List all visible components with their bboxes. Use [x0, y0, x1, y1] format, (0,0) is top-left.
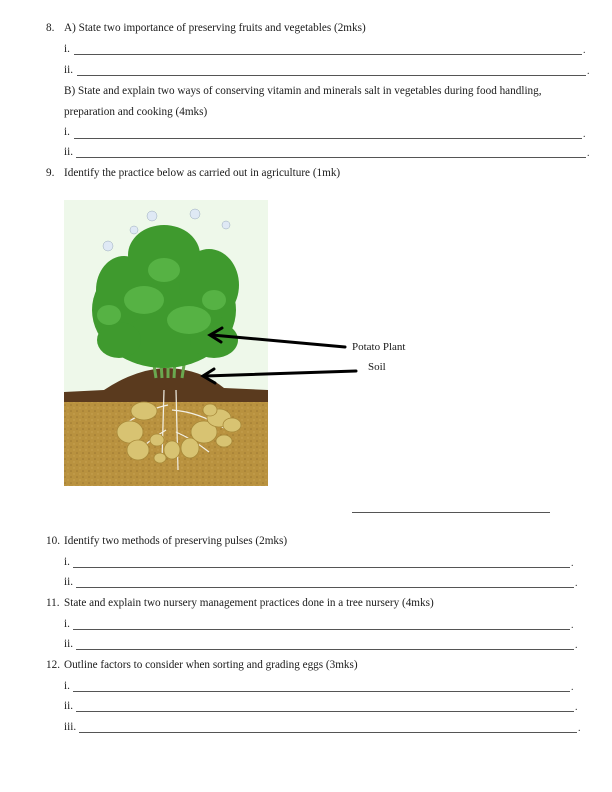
line-end-dot: . [571, 558, 574, 569]
line-end-dot: . [571, 682, 574, 693]
q11-answer-line-1[interactable] [73, 629, 570, 630]
line-end-dot: . [587, 66, 590, 77]
q11-answer-label-2: ii. [64, 638, 74, 650]
q10-answer-label-1: i. [64, 556, 70, 568]
q11-answer-line-2[interactable] [76, 649, 574, 650]
q12-answer-line-3[interactable] [79, 732, 577, 733]
q10-answer-line-2[interactable] [76, 587, 574, 588]
q9-answer-line[interactable] [352, 512, 550, 513]
q12-answer-line-2[interactable] [76, 711, 574, 712]
label-soil: Soil [368, 361, 386, 373]
q9-prompt: Identify the practice below as carried out in agriculture (1mk) [64, 167, 341, 179]
q12-answer-line-1[interactable] [73, 691, 570, 692]
q8a-answer-label-2: ii. [64, 64, 74, 76]
line-end-dot: . [583, 129, 586, 140]
line-end-dot: . [571, 620, 574, 631]
q8b-answer-label-1: i. [64, 126, 70, 138]
q11-answer-label-1: i. [64, 618, 70, 630]
q12-answer-label-2: ii. [64, 700, 74, 712]
q10-answer-line-1[interactable] [73, 567, 570, 568]
q8b-answer-label-2: ii. [64, 146, 74, 158]
q10-answer-label-2: ii. [64, 576, 74, 588]
line-end-dot: . [587, 148, 590, 159]
line-end-dot: . [583, 45, 586, 56]
q12-answer-label-1: i. [64, 680, 70, 692]
q8a-answer-label-1: i. [64, 43, 70, 55]
line-end-dot: . [578, 723, 581, 734]
label-potato-plant: Potato Plant [352, 341, 406, 353]
q8b-prompt-line2: preparation and cooking (4mks) [64, 106, 208, 118]
q10-prompt: Identify two methods of preserving pulses (2mks) [64, 535, 288, 547]
q12-answer-label-3: iii. [64, 721, 77, 733]
q8-number: 8. [46, 22, 55, 34]
q11-number: 11. [46, 597, 60, 609]
q8a-prompt: A) State two importance of preserving fruits and vegetables (2mks) [64, 22, 366, 34]
q12-prompt: Outline factors to consider when sorting and grading eggs (3mks) [64, 659, 358, 671]
line-end-dot: . [575, 578, 578, 589]
line-end-dot: . [575, 702, 578, 713]
q10-number: 10. [46, 535, 60, 547]
q12-number: 12. [46, 659, 60, 671]
q9-number: 9. [46, 167, 55, 179]
q11-prompt: State and explain two nursery management practices done in a tree nursery (4mks) [64, 597, 434, 609]
line-end-dot: . [575, 640, 578, 651]
q8b-prompt-line1: B) State and explain two ways of conserving vitamin and minerals salt in vegetables during food handling, [64, 85, 542, 97]
